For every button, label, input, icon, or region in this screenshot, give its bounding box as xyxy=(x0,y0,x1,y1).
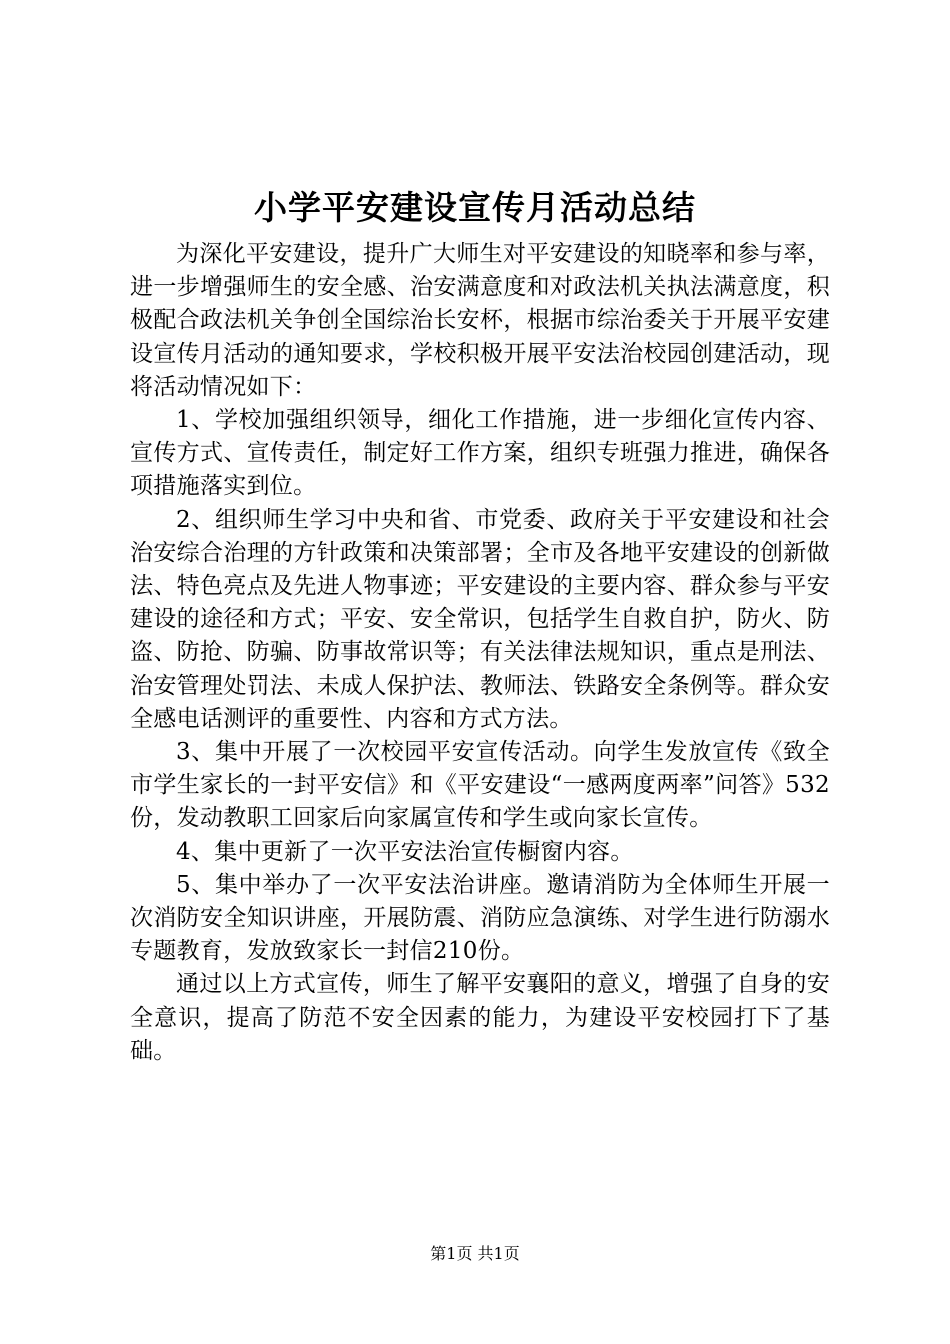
paragraph-item-5: 5、集中举办了一次平安法治讲座。邀请消防为全体师生开展一次消防安全知识讲座，开展防震、消防应急演练、对学生进行防溺水专题教育，发放致家长一封信210份。 xyxy=(130,871,830,965)
page-footer: 第1页 共1页 xyxy=(430,1244,520,1263)
document-body xyxy=(130,238,830,1068)
document-title: 小学平安建设宣传月活动总结 xyxy=(254,188,696,227)
paragraph-item-4: 4、集中更新了一次平安法治宣传橱窗内容。 xyxy=(176,838,634,865)
paragraph-intro: 为深化平安建设，提升广大师生对平安建设的知晓率和参与率，进一步增强师生的安全感、治安满意度和对政法机关执法满意度，积极配合政法机关争创全国综治长安杯，根据市综治委关于开展平安建设宣传月活动的通知要求，学校积极开展平安法治校园创建活动，现将活动情况如下： xyxy=(130,241,830,400)
paragraph-conclusion: 通过以上方式宣传，师生了解平安襄阳的意义，增强了自身的安全意识，提高了防范不安全因素的能力，为建设平安校园打下了基础。 xyxy=(130,971,830,1064)
paragraph-item-1: 1、学校加强组织领导，细化工作措施，进一步细化宣传内容、宣传方式、宣传责任，制定好工作方案，组织专班强力推进，确保各项措施落实到位。 xyxy=(130,407,830,500)
paragraph-item-3: 3、集中开展了一次校园平安宣传活动。向学生发放宣传《致全市学生家长的一封平安信》和《平安建设“一感两度两率”问答》532份，发动教职工回家后向家属宣传和学生或向家长宣传。 xyxy=(130,739,830,832)
paragraph-item-2: 2、组织师生学习中央和省、市党委、政府关于平安建设和社会治安综合治理的方针政策和决策部署；全市及各地平安建设的创新做法、特色亮点及先进人物事迹；平安建设的主要内容、群众参与平安建设的途径和方式；平安、安全常识，包括学生自救自护，防火、防盗、防抢、防骗、防事故常识等；有关法律法规知识，重点是刑法、治安管理处罚法、未成人保护法、教师法、铁路安全条例等。群众安全感电话测评的重要性、内容和方式方法。 xyxy=(130,506,830,732)
